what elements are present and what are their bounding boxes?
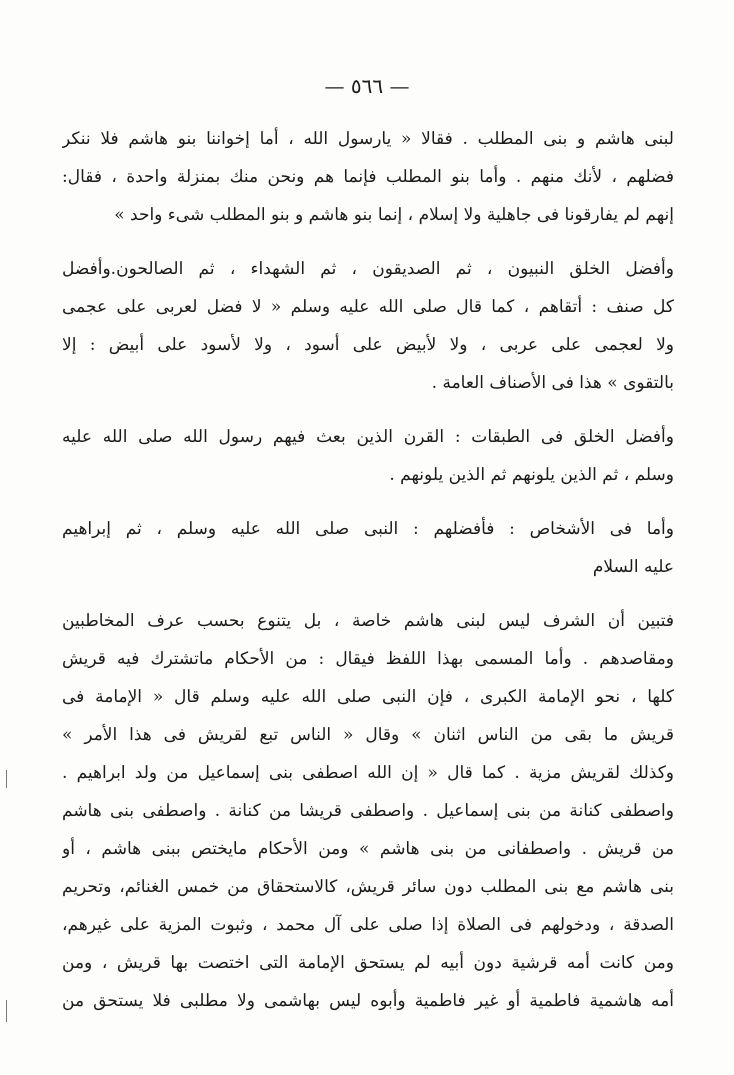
paragraph-gap <box>62 234 674 250</box>
text-line: وسلم ، ثم الذين يلونهم ثم الذين يلونهم . <box>389 465 674 485</box>
text-line: أمه هاشمية فاطمية أو غير فاطمية وأبوه ليس بهاشمى ولا مطلبى فلا يستحق من <box>62 991 674 1011</box>
text-line: إنهم لم يفارقونا فى جاهلية ولا إسلام ، إنما بنو هاشم و بنو المطلب شىء واحد » <box>114 205 674 225</box>
text-line: واصطفى كنانة من بنى إسماعيل . واصطفى قريشا من كنانة . واصطفى بنى هاشم <box>62 801 674 821</box>
paragraph-3 <box>62 418 674 494</box>
paragraph-gap <box>62 402 674 418</box>
text-line: فتبين أن الشرف ليس لبنى هاشم خاصة ، بل يتنوع بحسب عرف المخاطبين <box>62 611 674 631</box>
text-line: كل صنف : أتقاهم ، كما قال صلى الله عليه وسلم « لا فضل لعربى على عجمى <box>62 297 674 317</box>
text-line: وأفضل الخلق النبيون ، ثم الصديقون ، ثم الشهداء ، ثم الصالحون.وأفضل <box>62 259 674 279</box>
paragraph-2 <box>62 250 674 402</box>
text-line: بالتقوى » هذا فى الأصناف العامة . <box>431 373 674 393</box>
scan-margin-mark <box>6 770 7 788</box>
paragraph-5 <box>62 602 674 1020</box>
paragraph-gap <box>62 494 674 510</box>
text-line: وأما فى الأشخاص : فأفضلهم : النبى صلى الله عليه وسلم ، ثم إبراهيم <box>62 519 674 539</box>
scan-margin-mark <box>6 1000 7 1022</box>
paragraph-1 <box>62 120 674 234</box>
text-line: عليه السلام <box>592 557 674 577</box>
text-line: الصدقة ، ودخولهم فى الصلاة إذا صلى على آل محمد ، وثبوت المزية على غيرهم، <box>62 915 674 935</box>
text-line: قريش ما بقى من الناس اثنان » وقال « الناس تبع لقريش فى هذا الأمر » <box>62 725 674 745</box>
text-line: من قريش . واصطفانى من بنى هاشم » ومن الأحكام مايختص ببنى هاشم ، أو <box>62 839 674 859</box>
text-line: كلها ، نحو الإمامة الكبرى ، فإن النبى صلى الله عليه وسلم قال « الإمامة فى <box>62 687 674 707</box>
text-line: فضلهم ، لأنك منهم . وأما بنو المطلب فإنما هم ونحن منك بمنزلة واحدة ، فقال: <box>62 167 674 187</box>
text-line: ومن كانت أمه قرشية دون أبيه لم يستحق الإمامة التى اختصت بها قريش ، ومن <box>62 953 674 973</box>
text-line: وأفضل الخلق فى الطبقات : القرن الذين بعث فيهم رسول الله صلى الله عليه <box>62 427 674 447</box>
text-line: لبنى هاشم و بنى المطلب . فقالا « يارسول الله ، أما إخواننا بنو هاشم فلا ننكر <box>62 129 674 149</box>
text-line: بنى هاشم مع بنى المطلب دون سائر قريش، كالاستحقاق من خمس الغنائم، وتحريم <box>62 877 674 897</box>
text-line: ومقاصدهم . وأما المسمى بهذا اللفظ فيقال : من الأحكام ماتشترك فيه قريش <box>62 649 674 669</box>
text-line: وكذلك لقريش مزية . كما قال « إن الله اصطفى بنى إسماعيل من ولد ابراهيم . <box>62 763 674 783</box>
text-line: ولا لعجمى على عربى ، ولا لأبيض على أسود ، ولا لأسود على أبيض : إلا <box>62 335 674 355</box>
paragraph-gap <box>62 586 674 602</box>
page-number: — ٥٦٦ — <box>324 74 410 98</box>
body-text <box>62 120 674 1020</box>
paragraph-4 <box>62 510 674 586</box>
